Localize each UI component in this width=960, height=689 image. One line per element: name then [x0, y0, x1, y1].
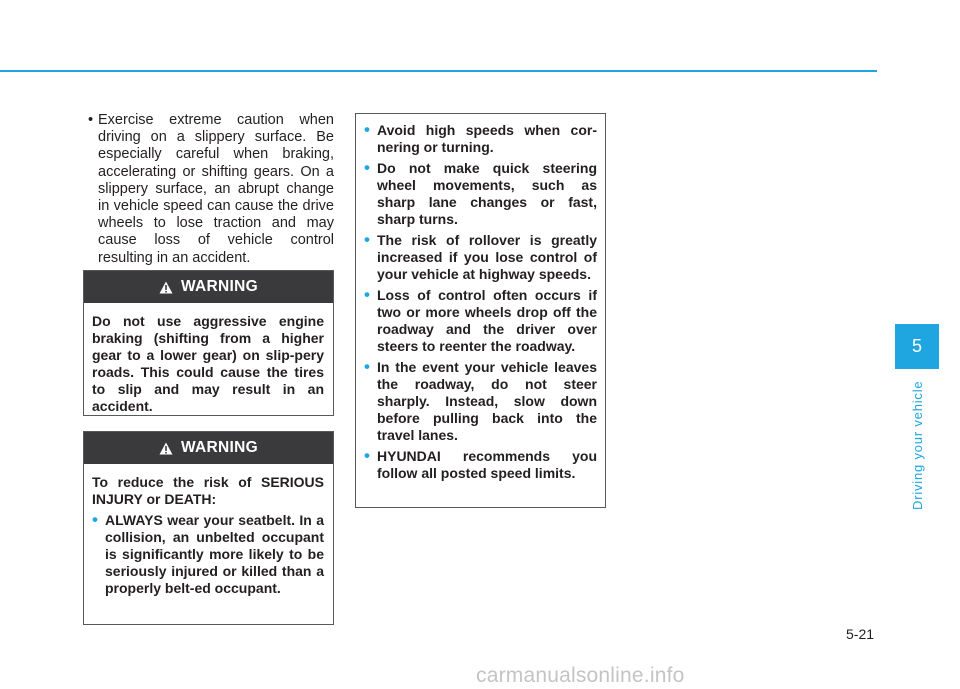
list-item-text: HYUNDAI recommends you follow all posted speed limits. — [377, 448, 597, 481]
list-item — [364, 120, 597, 156]
bullet-icon: • — [364, 357, 370, 376]
watermark-text: carmanualsonline.info — [476, 664, 685, 687]
list-item — [364, 285, 597, 355]
list-item-text: Do not make quick steering wheel movements, such as sharp lane changes or fast, sharp turns. — [377, 160, 597, 227]
warning-triangle-icon — [159, 281, 173, 294]
list-item-text: In the event your vehicle leaves the roadway, do not steer sharply. Instead, slow down before pulling back into the travel lanes. — [377, 359, 597, 443]
warning-continued-box — [355, 113, 606, 508]
warning-item-text: ALWAYS wear your seatbelt. In a collision, an unbelted occupant is significantly more likely to be seriously injured or killed than a properly belt-ed occupant. — [105, 512, 324, 596]
warning-title: WARNING — [180, 439, 258, 456]
warning-triangle-icon — [159, 442, 173, 455]
page-number: 5-21 — [846, 626, 875, 642]
bullet-icon: • — [364, 285, 370, 304]
list-item — [364, 230, 597, 283]
bullet-icon: • — [364, 120, 370, 139]
warning-body: Do not use aggressive engine braking (shifting from a higher gear to a lower gear) on slip-pery roads. This could cause the tires to slip and may result in an accident. — [92, 313, 324, 414]
caution-paragraph — [88, 112, 334, 267]
warning-box-engine-braking — [83, 270, 334, 416]
list-item-text: The risk of rollover is greatly increased if you lose control of your vehicle at highway speeds. — [377, 232, 597, 282]
warning-intro: To reduce the risk of SERIOUS INJURY or DEATH: — [92, 474, 324, 507]
warning-header — [84, 271, 333, 303]
list-item-text: Avoid high speeds when cor-nering or turning. — [377, 122, 597, 155]
list-item — [364, 446, 597, 482]
bullet: • — [88, 112, 94, 128]
chapter-number-tab: 5 — [895, 324, 939, 369]
caution-text: Exercise extreme caution when driving on a slippery surface. Be especially careful when braking, accelerating or shifting gears. On a slippery surface, an abrupt change in vehicle speed can cause the drive wheels to lose traction and may cause loss of vehicle control resulting in an accident. — [98, 112, 334, 266]
chapter-title: Driving your vehicle — [910, 380, 925, 510]
warning-title: WARNING — [180, 278, 258, 295]
bullet-icon: • — [364, 158, 370, 177]
list-item — [364, 357, 597, 444]
bullet-icon: • — [364, 446, 370, 465]
header-rule — [0, 70, 877, 72]
bullet-icon: • — [92, 510, 98, 529]
list-item — [364, 158, 597, 228]
list-item-text: Loss of control often occurs if two or more wheels drop off the roadway and the driver over steers to reenter the roadway. — [377, 287, 597, 354]
warning-header — [84, 432, 333, 464]
warning-list-item — [92, 510, 324, 597]
warning-box-seatbelt — [83, 431, 334, 625]
bullet-icon: • — [364, 230, 370, 249]
